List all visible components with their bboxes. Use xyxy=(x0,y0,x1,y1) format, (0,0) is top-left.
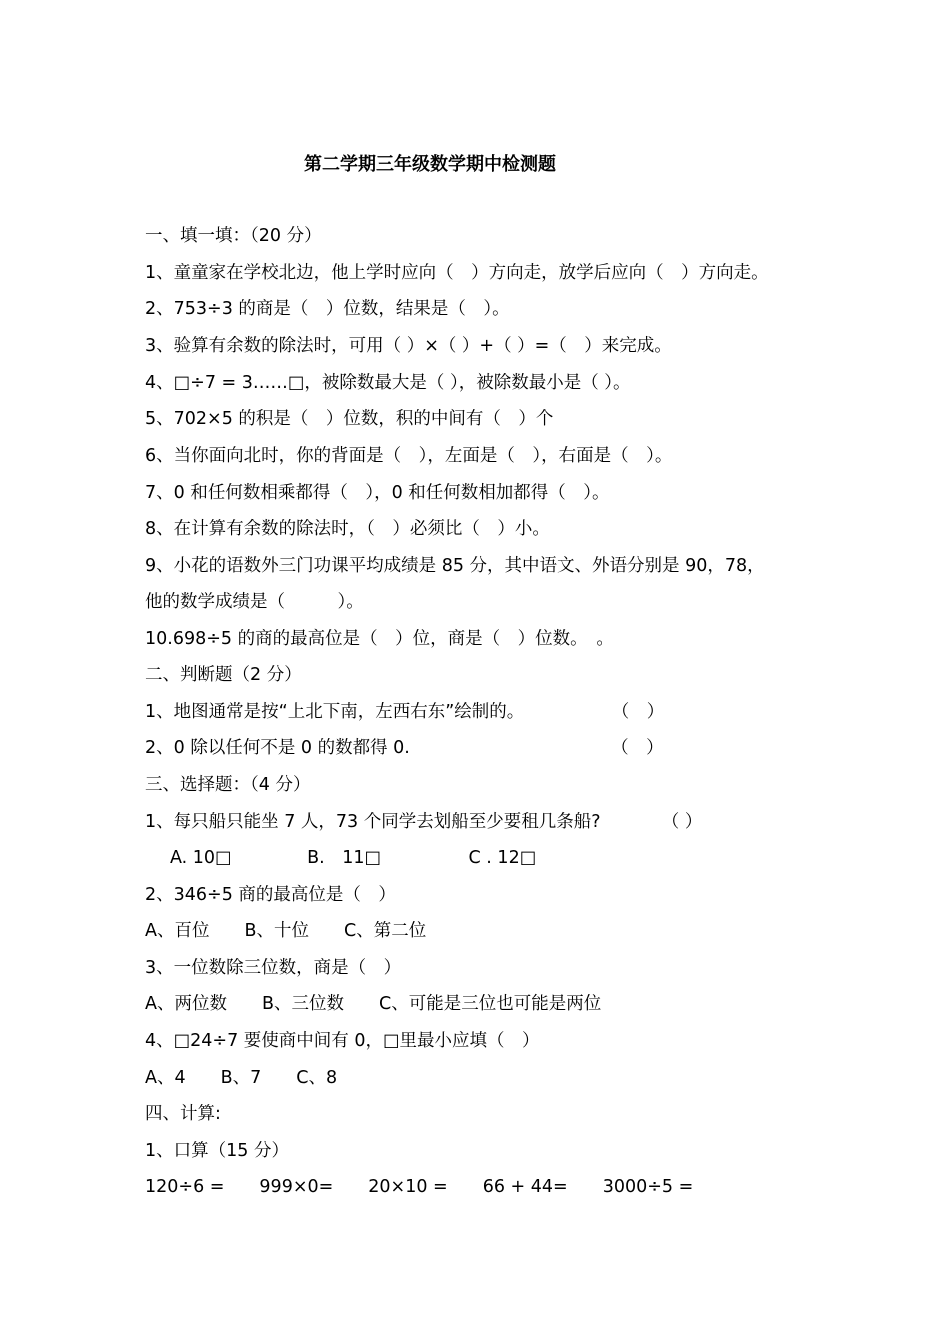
question-1-5: 5、702×5 的积是（ ）位数，积的中间有（ ）个 xyxy=(145,409,554,429)
question-1-9-cont: 他的数学成绩是（ ）。 xyxy=(145,592,364,612)
section-1-heading: 一、填一填：（20 分） xyxy=(145,226,322,246)
question-2-2: 2、0 除以任何不是 0 的数都得 0. （ ） xyxy=(145,738,664,758)
question-4-1-items: 120÷6 = 999×0= 20×10 = 66 + 44= 3000÷5 = xyxy=(145,1177,694,1197)
question-1-8: 8、在计算有余数的除法时，（ ）必须比（ ）小。 xyxy=(145,519,550,539)
section-3-heading: 三、选择题：（4 分） xyxy=(145,775,311,795)
page-title: 第二学期三年级数学期中检测题 xyxy=(304,154,556,175)
question-3-1-options: A. 10□ B. 11□ C . 12□ xyxy=(170,848,537,868)
question-1-10: 10.698÷5 的商的最高位是（ ）位，商是（ ）位数。 。 xyxy=(145,629,614,649)
question-3-3-options: A、两位数 B、三位数 C、可能是三位也可能是两位 xyxy=(145,994,602,1014)
question-1-1: 1、童童家在学校北边，他上学时应向（ ）方向走，放学后应向（ ）方向走。 xyxy=(145,263,769,283)
question-3-3: 3、一位数除三位数，商是（ ） xyxy=(145,958,402,978)
question-1-9: 9、小花的语数外三门功课平均成绩是 85 分，其中语文、外语分别是 90，78， xyxy=(145,556,765,576)
question-3-4: 4、□24÷7 要使商中间有 0，□里最小应填（ ） xyxy=(145,1031,540,1051)
question-1-3: 3、验算有余数的除法时，可用（ ）×（ ）+（ ）=（ ）来完成。 xyxy=(145,336,672,356)
question-1-7: 7、0 和任何数相乘都得（ ），0 和任何数相加都得（ ）。 xyxy=(145,483,610,503)
question-4-1: 1、口算（15 分） xyxy=(145,1141,289,1161)
question-1-6: 6、当你面向北时，你的背面是（ ），左面是（ ），右面是（ ）。 xyxy=(145,446,673,466)
question-3-2-options: A、百位 B、十位 C、第二位 xyxy=(145,921,427,941)
question-3-1: 1、每只船只能坐 7 人，73 个同学去划船至少要租几条船? （ ） xyxy=(145,812,703,832)
question-1-4: 4、□÷7 = 3……□，被除数最大是（ ），被除数最小是（ ）。 xyxy=(145,373,631,393)
section-4-heading: 四、计算: xyxy=(145,1104,221,1124)
question-3-2: 2、346÷5 商的最高位是（ ） xyxy=(145,885,396,905)
section-2-heading: 二、判断题（2 分） xyxy=(145,665,302,685)
question-2-1: 1、地图通常是按“上北下南，左西右东”绘制的。 （ ） xyxy=(145,702,665,722)
question-3-4-options: A、4 B、7 C、8 xyxy=(145,1068,338,1088)
question-1-2: 2、753÷3 的商是（ ）位数，结果是（ ）。 xyxy=(145,299,510,319)
